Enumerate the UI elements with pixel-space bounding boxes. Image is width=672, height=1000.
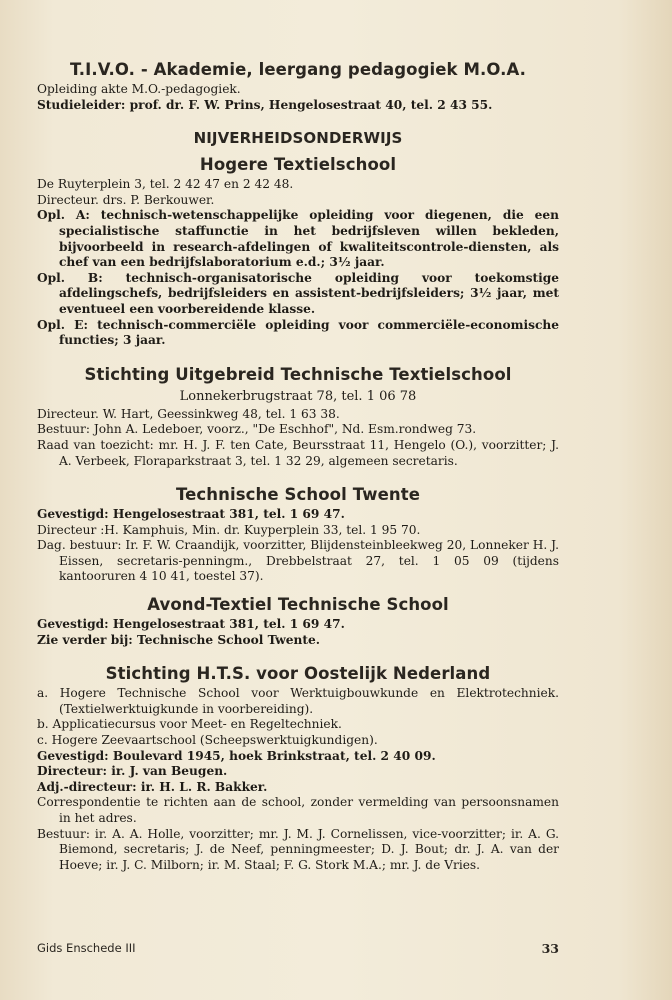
hts-line: Adj.-directeur: ir. H. L. R. Bakker. [37,779,268,794]
hts-line: Gevestigd: Boulevard 1945, hoek Brinkstraat, tel. 2 40 09. [37,748,436,763]
stichting-textielschool-line: Bestuur: John A. Ledeboer, voorz., "De Eschhof", Nd. Esm.rondweg 73. [37,422,477,437]
technische-school-heading: Technische School Twente [175,485,421,505]
stichting-textielschool-heading: Stichting Uitgebreid Technische Textielschool [84,364,512,384]
hogere-textielschool-line: De Ruyterplein 3, tel. 2 42 47 en 2 42 48. [37,177,294,192]
technische-school-line: Gevestigd: Hengelosestraat 381, tel. 1 69 47. [37,507,345,522]
hts-item: a. Hogere Technische School voor Werktuigbouwkunde en Elektrotechniek. (Textielwerktuigkunde in voorbereiding). [37,686,559,716]
hts-line: Directeur: ir. J. van Beugen. [37,764,228,779]
tivo-line: Studieleider: prof. dr. F. W. Prins, Hengelosestraat 40, tel. 2 43 55. [37,97,493,112]
tivo-line: Opleiding akte M.O.-pedagogiek. [37,82,241,96]
hts-item: c. Hogere Zeevaartschool (Scheepswerktuigkundigen). [37,733,378,748]
option-paragraph: Opl. B: technisch-organisatorische opleiding voor toekomstige afdelingschefs, bedrijfsleiders en assistent-bedrijfsleiders; 3½ jaar, met eventueel een voorbereidende klasse. [37,270,559,316]
hogere-textielschool-heading: Hogere Textielschool [199,155,397,175]
stichting-textielschool-line: Directeur. W. Hart, Geessinkweg 48, tel. 1 63 38. [37,406,340,421]
avond-school-heading: Avond-Textiel Technische School [147,595,449,615]
page-number: 33 [541,941,559,956]
avond-school-line: Gevestigd: Hengelosestraat 381, tel. 1 69 47. [37,617,345,632]
hogere-textielschool-line: Directeur. drs. P. Berkouwer. [37,192,215,207]
hts-line: Correspondentie te richten aan de school, zonder vermelding van persoonsnamen in het adres. [37,795,559,825]
page-content [37,58,559,873]
hts-item: b. Applicatiecursus voor Meet- en Regeltechniek. [37,717,342,732]
stichting-textielschool-address: Lonnekerbrugstraat 78, tel. 1 06 78 [179,388,417,404]
section-title: NIJVERHEIDSONDERWIJS [193,129,403,148]
option-paragraph: Opl. A: technisch-wetenschappelijke opleiding voor diegenen, die een specialistische staffunctie in het bedrijfsleven willen bekleden, bijvoorbeeld in research-afdelingen of kwaliteitscontrole-diensten, als chef van een bedrijfslaboratorium e.d.; 3½ jaar. [37,208,559,270]
tivo-heading: T.I.V.O. - Akademie, leergang pedagogiek M.O.A. [69,60,527,79]
option-paragraph: Opl. E: technisch-commerciële opleiding voor commerciële-economische functies; 3 jaar. [37,317,559,348]
technische-school-line: Dag. bestuur: Ir. F. W. Craandijk, voorzitter, Blijdensteinbleekweg 20, Lonneker H. J. Eissen, secretaris-penningm., Drebbelstraat 27, tel. 1 05 09 (tijdens kantooruren 4 10 41, toestel 37). [37,538,559,584]
hts-heading: Stichting H.T.S. voor Oostelijk Nederland [105,664,491,684]
hts-line: Bestuur: ir. A. A. Holle, voorzitter; mr. J. M. J. Cornelissen, vice-voorzitter; ir. A. G. Biemond, secretaris; J. de Neef, penningmeester; D. J. Bout; dr. J. A. van der Hoeve; ir. J. C. Milborn; ir. M. Staal; F. G. Stork M.A.; mr. J. de Vries. [37,826,559,872]
avond-school-line: Zie verder bij: Technische School Twente. [37,632,321,647]
stichting-textielschool-line: Raad van toezicht: mr. H. J. F. ten Cate, Beursstraat 11, Hengelo (O.), voorzitter; J. A. Verbeek, Floraparkstraat 3, tel. 1 32 29, algemeen secretaris. [37,437,559,468]
footer-title: Gids Enschede III [37,941,136,955]
technische-school-line: Directeur :H. Kamphuis, Min. dr. Kuyperplein 33, tel. 1 95 70. [37,522,421,537]
